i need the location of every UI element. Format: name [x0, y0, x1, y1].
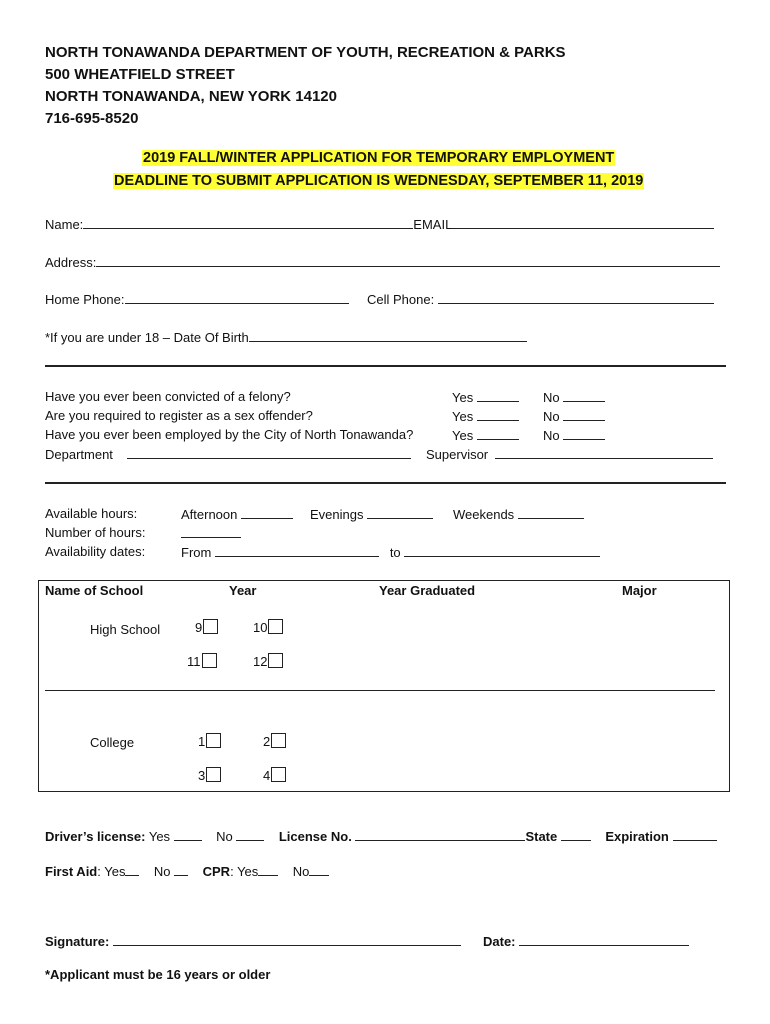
number-of-hours-row — [181, 525, 241, 541]
license-number-field[interactable] — [355, 828, 525, 841]
cpr-yes-field[interactable] — [258, 863, 278, 876]
date-field[interactable] — [519, 933, 689, 946]
cell-phone-field[interactable] — [438, 291, 714, 304]
date-label: Date: — [483, 934, 516, 949]
first-aid-label: First Aid — [45, 864, 98, 879]
divider — [45, 365, 726, 367]
yes-label: Yes — [452, 390, 474, 405]
phone-number: 716-695-8520 — [45, 110, 139, 127]
college-year-3-checkbox[interactable] — [206, 767, 221, 782]
felony-yes — [452, 389, 519, 405]
offender-no-field[interactable] — [563, 408, 605, 421]
address-field[interactable] — [96, 254, 720, 267]
supervisor-label: Supervisor — [426, 447, 489, 462]
address-label: Address: — [45, 255, 97, 270]
yes-label: Yes — [452, 428, 474, 443]
certifications-row: First Aid: Yes No CPR: Yes No — [45, 863, 329, 879]
no-label: No — [543, 409, 560, 424]
from-date-field[interactable] — [215, 544, 379, 557]
cpr-no-label: No — [292, 864, 310, 879]
col-header-year: Year — [229, 583, 257, 598]
signature-row — [45, 933, 461, 949]
felony-no — [543, 389, 605, 405]
felony-no-field[interactable] — [563, 389, 605, 402]
name-label: Name: — [45, 217, 84, 232]
no-label: No — [543, 390, 560, 405]
state-field[interactable] — [561, 828, 591, 841]
hs-year-12-label: 12 — [253, 654, 268, 669]
hs-year-12[interactable] — [253, 653, 283, 669]
college-year-1-checkbox[interactable] — [206, 733, 221, 748]
college-year-3[interactable] — [198, 767, 221, 783]
hs-year-11-checkbox[interactable] — [202, 653, 217, 668]
age-requirement-note: *Applicant must be 16 years or older — [45, 967, 271, 982]
department-field[interactable] — [127, 446, 411, 459]
question-employed: Have you ever been employed by the City of North Tonawanda? — [45, 427, 414, 442]
college-year-1[interactable] — [198, 733, 221, 749]
college-year-2[interactable] — [263, 733, 286, 749]
yes-label: Yes — [452, 409, 474, 424]
supervisor-row — [426, 446, 713, 462]
high-school-label: High School — [90, 622, 161, 637]
first-aid-yes-field[interactable] — [125, 863, 139, 876]
expiration-label: Expiration — [605, 829, 669, 844]
department-label: Department — [45, 447, 113, 462]
email-field[interactable] — [452, 216, 714, 229]
school-separator — [45, 690, 715, 691]
home-phone-row — [45, 291, 349, 307]
hs-year-10-checkbox[interactable] — [268, 619, 283, 634]
afternoon-option — [181, 506, 293, 522]
city-address: NORTH TONAWANDA, NEW YORK 14120 — [45, 88, 337, 105]
employed-no — [543, 427, 605, 443]
department-name: NORTH TONAWANDA DEPARTMENT OF YOUTH, RECREATION & PARKS — [45, 44, 566, 61]
education-table — [38, 580, 730, 792]
offender-yes — [452, 408, 519, 424]
hs-year-10-label: 10 — [253, 620, 268, 635]
name-field[interactable] — [83, 216, 413, 229]
expiration-field[interactable] — [673, 828, 717, 841]
availability-dates-label: Availability dates: — [45, 544, 146, 559]
dob-row — [45, 329, 527, 345]
number-of-hours-field[interactable] — [181, 525, 241, 538]
college-year-2-checkbox[interactable] — [271, 733, 286, 748]
employed-yes — [452, 427, 519, 443]
department-row — [45, 446, 411, 462]
state-label: State — [525, 829, 558, 844]
home-phone-label: Home Phone: — [45, 292, 125, 307]
license-no-label: No — [216, 829, 233, 844]
college-year-4-checkbox[interactable] — [271, 767, 286, 782]
number-of-hours-label: Number of hours: — [45, 525, 146, 540]
divider — [45, 482, 726, 484]
afternoon-label: Afternoon — [181, 507, 238, 522]
first-aid-yes-label: Yes — [104, 864, 126, 879]
afternoon-field[interactable] — [241, 506, 293, 519]
drivers-license-label: Driver’s license: — [45, 829, 146, 844]
first-aid-no-field[interactable] — [174, 863, 188, 876]
email-label: EMAIL — [413, 217, 453, 232]
college-year-1-label: 1 — [198, 734, 206, 749]
cpr-yes-label: : Yes — [230, 864, 259, 879]
dob-label: *If you are under 18 – Date Of Birth — [45, 330, 249, 345]
col-header-major: Major — [622, 583, 657, 598]
dates-row — [181, 544, 600, 560]
cpr-no-field[interactable] — [309, 863, 329, 876]
question-felony: Have you ever been convicted of a felony? — [45, 389, 291, 404]
felony-yes-field[interactable] — [477, 389, 519, 402]
home-phone-field[interactable] — [125, 291, 349, 304]
college-year-4[interactable] — [263, 767, 286, 783]
employed-yes-field[interactable] — [477, 427, 519, 440]
evenings-option — [310, 506, 433, 522]
hs-year-9-label: 9 — [195, 620, 203, 635]
hs-year-9[interactable] — [195, 619, 218, 635]
deadline-notice: DEADLINE TO SUBMIT APPLICATION IS WEDNESDAY, SEPTEMBER 11, 2019 — [114, 173, 644, 189]
hs-year-11-label: 11 — [187, 654, 201, 669]
date-row — [483, 933, 689, 949]
college-year-2-label: 2 — [263, 734, 271, 749]
cell-phone-label: Cell Phone: — [367, 292, 435, 307]
weekends-option — [453, 506, 584, 522]
license-no-field[interactable] — [236, 828, 264, 841]
weekends-field[interactable] — [518, 506, 584, 519]
hs-year-9-checkbox[interactable] — [203, 619, 218, 634]
college-year-3-label: 3 — [198, 768, 206, 783]
question-offender: Are you required to register as a sex offender? — [45, 408, 313, 423]
license-row — [45, 828, 717, 844]
evenings-field[interactable] — [367, 506, 433, 519]
license-yes-field[interactable] — [174, 828, 202, 841]
name-row — [45, 216, 714, 232]
offender-no — [543, 408, 605, 424]
signature-field[interactable] — [113, 933, 461, 946]
address-row — [45, 254, 720, 270]
to-date-field[interactable] — [404, 544, 600, 557]
license-number-label: License No. — [278, 829, 352, 844]
hs-year-11[interactable] — [187, 653, 217, 669]
col-header-school: Name of School — [45, 583, 144, 598]
cpr-label: CPR — [202, 864, 231, 879]
offender-yes-field[interactable] — [477, 408, 519, 421]
hs-year-12-checkbox[interactable] — [268, 653, 283, 668]
signature-label: Signature: — [45, 934, 110, 949]
col-header-graduated: Year Graduated — [379, 583, 476, 598]
college-label: College — [90, 735, 135, 750]
street-address: 500 WHEATFIELD STREET — [45, 66, 235, 83]
first-aid-no-label: No — [153, 864, 171, 879]
employed-no-field[interactable] — [563, 427, 605, 440]
weekends-label: Weekends — [453, 507, 515, 522]
dob-field[interactable] — [249, 329, 527, 342]
application-title: 2019 FALL/WINTER APPLICATION FOR TEMPORARY EMPLOYMENT — [143, 150, 615, 166]
to-label: to — [389, 545, 401, 560]
college-year-4-label: 4 — [263, 768, 271, 783]
supervisor-field[interactable] — [495, 446, 713, 459]
no-label: No — [543, 428, 560, 443]
from-label: From — [181, 545, 212, 560]
cell-phone-row — [367, 291, 714, 307]
license-yes-label: Yes — [148, 829, 171, 844]
evenings-label: Evenings — [310, 507, 364, 522]
hs-year-10[interactable] — [253, 619, 283, 635]
available-hours-label: Available hours: — [45, 506, 138, 521]
